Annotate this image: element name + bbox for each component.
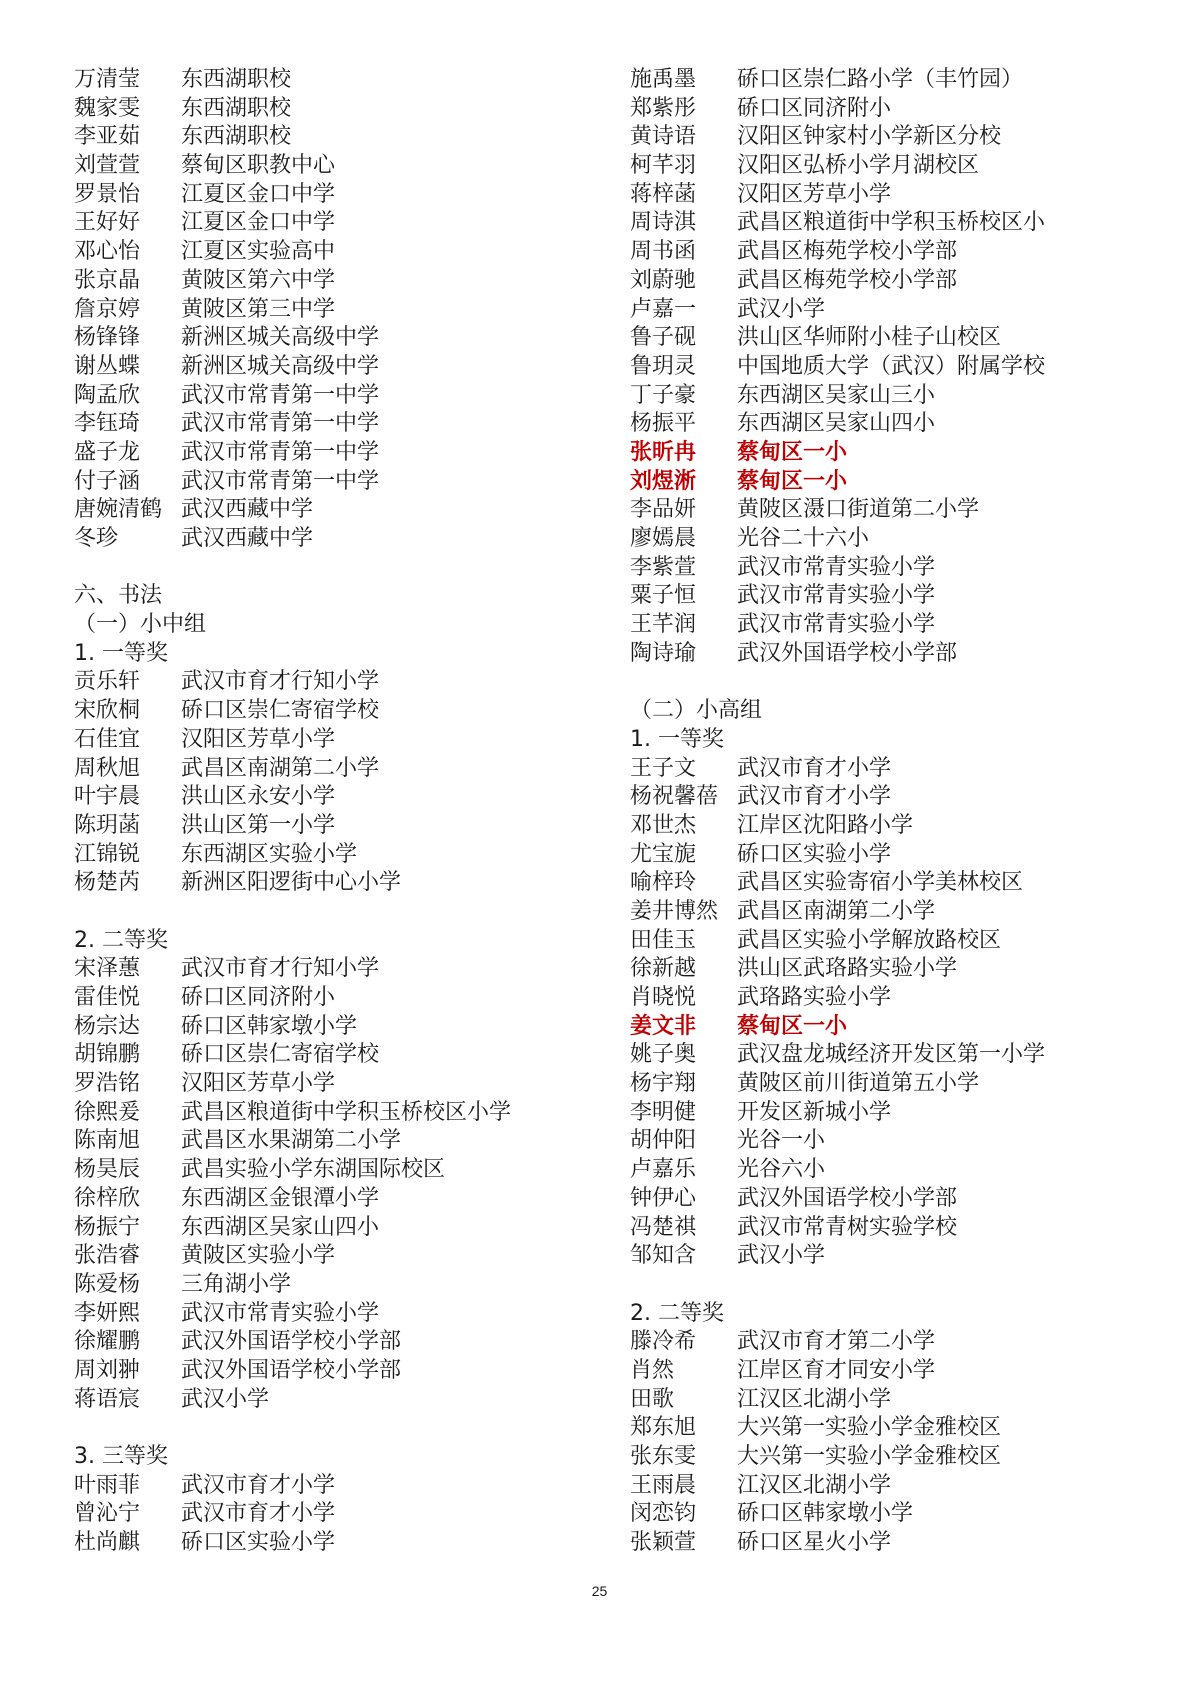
winner-name: 肖晓悦 <box>630 985 697 1010</box>
section-heading: （一）小中组 <box>74 612 207 638</box>
left-column <box>74 66 554 1558</box>
winner-name: 滕冷希 <box>630 1329 697 1355</box>
award-entry <box>630 1529 1110 1558</box>
winner-name: 王雨晨 <box>630 1472 697 1498</box>
school-name: 蔡甸区一小 <box>737 1013 848 1039</box>
award-entry <box>630 1357 1110 1386</box>
award-entry <box>630 1242 1110 1271</box>
blank-line <box>630 1271 1110 1300</box>
school-name: 武汉市常青第一中学 <box>181 439 380 465</box>
school-name: 蔡甸区一小 <box>737 439 848 465</box>
award-entry <box>630 927 1110 956</box>
winner-name: 钟伊心 <box>630 1185 697 1211</box>
school-name: 黄陂区滠口街道第二小学 <box>737 497 980 523</box>
school-name: 黄陂区前川街道第五小学 <box>737 1071 980 1097</box>
page-number: 25 <box>591 1583 608 1599</box>
award-entry <box>630 1070 1110 1099</box>
school-name: 江夏区金口中学 <box>181 210 336 236</box>
winner-name: 柯芊羽 <box>630 153 697 179</box>
school-name: 武汉西藏中学 <box>181 497 314 523</box>
winner-name: 谢丛蝶 <box>74 353 141 379</box>
winner-name: 万清莹 <box>74 67 141 92</box>
winner-name: 邓世杰 <box>630 812 697 838</box>
award-entry <box>74 525 554 554</box>
winner-name: 贡乐轩 <box>74 669 141 695</box>
school-name: 武汉外国语学校小学部 <box>181 1357 402 1383</box>
winner-name: 卢嘉乐 <box>630 1157 697 1183</box>
school-name: 武昌区实验寄宿小学美林校区 <box>737 870 1024 896</box>
winner-name: 詹京婷 <box>74 296 141 322</box>
school-name: 洪山区武珞路实验小学 <box>737 956 958 982</box>
award-entry <box>74 1500 554 1529</box>
award-entry <box>74 95 554 124</box>
school-name: 硚口区星火小学 <box>737 1530 892 1556</box>
school-name: 光谷二十六小 <box>737 526 870 551</box>
award-entry <box>630 95 1110 124</box>
school-name: 武汉西藏中学 <box>181 526 314 551</box>
school-name: 东西湖区吴家山四小 <box>737 411 936 437</box>
winner-name: 江锦锐 <box>74 841 141 867</box>
school-name: 硚口区崇仁寄宿学校 <box>181 698 380 724</box>
award-entry <box>74 123 554 152</box>
school-name: 硚口区崇仁路小学（丰竹园） <box>737 67 1024 92</box>
winner-name: 罗浩铭 <box>74 1071 141 1097</box>
winner-name: 李紫萱 <box>630 554 697 580</box>
school-name: 江夏区实验高中 <box>181 239 336 265</box>
school-name: 洪山区第一小学 <box>181 812 336 838</box>
winner-name: 喻梓玲 <box>630 870 697 896</box>
award-entry <box>630 1500 1110 1529</box>
award-entry <box>630 1328 1110 1357</box>
winner-name: 张颖萱 <box>630 1530 697 1556</box>
winner-name: 陶诗瑜 <box>630 640 697 666</box>
winner-name: 杨锋锋 <box>74 325 141 351</box>
award-entry <box>630 1185 1110 1214</box>
school-name: 武昌区粮道街中学积玉桥校区小学 <box>181 1099 512 1125</box>
winner-name: 陈爱杨 <box>74 1271 141 1297</box>
award-entry <box>74 382 554 411</box>
award-entry <box>74 1099 554 1128</box>
award-entry <box>74 697 554 726</box>
award-entry <box>630 382 1110 411</box>
award-entry <box>74 755 554 784</box>
school-name: 武昌区梅苑学校小学部 <box>737 267 958 293</box>
winner-name: 闵恋钧 <box>630 1501 697 1527</box>
winner-name: 徐新越 <box>630 956 697 982</box>
school-name: 江汉区北湖小学 <box>737 1386 892 1412</box>
winner-name: 周刘翀 <box>74 1357 141 1383</box>
school-name: 汉阳区弘桥小学月湖校区 <box>737 153 980 179</box>
school-name: 硚口区韩家墩小学 <box>737 1501 914 1527</box>
school-name: 武汉市育才行知小学 <box>181 669 380 695</box>
winner-name: 蒋语宸 <box>74 1386 141 1412</box>
winner-name: 蒋梓菡 <box>630 181 697 207</box>
winner-name: 肖然 <box>630 1357 675 1383</box>
award-entry <box>74 238 554 267</box>
award-entry <box>630 984 1110 1013</box>
award-entry <box>74 841 554 870</box>
winner-name: 张京晶 <box>74 267 141 293</box>
award-entry <box>74 468 554 497</box>
award-entry <box>630 1443 1110 1472</box>
school-name: 武汉市常青第一中学 <box>181 382 380 408</box>
school-name: 东西湖职校 <box>181 124 292 150</box>
award-entry <box>74 410 554 439</box>
winner-name: 唐婉清鹤 <box>74 497 163 523</box>
winner-name: 丁子豪 <box>630 382 697 408</box>
award-entry <box>74 1529 554 1558</box>
school-name: 三角湖小学 <box>181 1271 292 1297</box>
school-name: 江夏区金口中学 <box>181 181 336 207</box>
school-name: 黄陂区实验小学 <box>181 1243 336 1269</box>
school-name: 武汉市常青树实验学校 <box>737 1214 958 1240</box>
winner-name: 姜文非 <box>630 1013 697 1039</box>
winner-name: 徐耀鹏 <box>74 1329 141 1355</box>
school-name: 东西湖职校 <box>181 67 292 92</box>
winner-name: 郑东旭 <box>630 1415 697 1441</box>
winner-name: 施禹墨 <box>630 67 697 92</box>
winner-name: 曾沁宁 <box>74 1501 141 1527</box>
winner-name: 卢嘉一 <box>630 296 697 322</box>
school-name: 新洲区阳逻街中心小学 <box>181 870 402 896</box>
winner-name: 田佳玉 <box>630 927 697 953</box>
winner-name: 石佳宜 <box>74 726 141 752</box>
award-entry <box>74 955 554 984</box>
school-name: 开发区新城小学 <box>737 1099 892 1125</box>
winner-name: 冯楚祺 <box>630 1214 697 1240</box>
blank-line <box>630 668 1110 697</box>
award-entry <box>74 1041 554 1070</box>
award-entry <box>630 181 1110 210</box>
winner-name: 刘煜淅 <box>630 468 697 494</box>
award-entry <box>630 439 1110 468</box>
award-entry <box>74 439 554 468</box>
award-entry <box>630 209 1110 238</box>
winner-name: 徐熙爰 <box>74 1099 141 1125</box>
award-entry <box>74 1328 554 1357</box>
award-entry <box>630 496 1110 525</box>
award-entry <box>630 554 1110 583</box>
winner-name: 杨昊辰 <box>74 1157 141 1183</box>
school-name: 武昌区梅苑学校小学部 <box>737 239 958 265</box>
award-entry <box>74 1185 554 1214</box>
award-entry <box>74 668 554 697</box>
section-heading: 2. 二等奖 <box>74 927 168 953</box>
winner-name: 陈南旭 <box>74 1128 141 1154</box>
award-entry <box>74 152 554 181</box>
winner-name: 鲁玥灵 <box>630 353 697 379</box>
winner-name: 郑紫彤 <box>630 95 697 121</box>
blank-line <box>74 554 554 583</box>
award-entry <box>74 1127 554 1156</box>
school-name: 光谷一小 <box>737 1128 826 1154</box>
school-name: 武汉市育才第二小学 <box>737 1329 936 1355</box>
school-name: 武汉市育才小学 <box>737 755 892 781</box>
school-name: 硚口区同济附小 <box>181 985 336 1010</box>
winner-name: 叶宇晨 <box>74 784 141 810</box>
award-entry <box>74 1013 554 1042</box>
award-entry <box>74 296 554 325</box>
school-name: 洪山区华师附小桂子山校区 <box>737 325 1002 351</box>
winner-name: 黄诗语 <box>630 124 697 150</box>
winner-name: 付子涵 <box>74 468 141 494</box>
school-name: 大兴第一实验小学金雅校区 <box>737 1444 1002 1469</box>
winner-name: 王好好 <box>74 210 141 236</box>
winner-name: 粟子恒 <box>630 583 697 609</box>
award-entry <box>630 525 1110 554</box>
school-name: 武汉市常青第一中学 <box>181 468 380 494</box>
school-name: 中国地质大学（武汉）附属学校 <box>737 353 1046 379</box>
winner-name: 宋欣桐 <box>74 698 141 724</box>
winner-name: 李品妍 <box>630 497 697 523</box>
school-name: 蔡甸区职教中心 <box>181 153 336 179</box>
school-name: 硚口区韩家墩小学 <box>181 1013 358 1039</box>
school-name: 武昌实验小学东湖国际校区 <box>181 1157 446 1183</box>
school-name: 江汉区北湖小学 <box>737 1472 892 1498</box>
school-name: 东西湖区实验小学 <box>181 841 358 867</box>
school-name: 武汉外国语学校小学部 <box>737 640 958 666</box>
winner-name: 邹知含 <box>630 1243 697 1269</box>
winner-name: 姜井博然 <box>630 898 719 924</box>
award-entry <box>630 152 1110 181</box>
winner-name: 邓心怡 <box>74 239 141 265</box>
winner-name: 杜尚麒 <box>74 1530 141 1556</box>
winner-name: 陈玥菡 <box>74 812 141 838</box>
award-entry <box>74 1070 554 1099</box>
school-name: 汉阳区钟家村小学新区分校 <box>737 124 1002 150</box>
award-entry <box>630 238 1110 267</box>
winner-name: 尤宝旎 <box>630 841 697 867</box>
school-name: 洪山区永安小学 <box>181 784 336 810</box>
award-entry <box>74 324 554 353</box>
school-name: 武汉小学 <box>181 1386 270 1412</box>
school-name: 新洲区城关高级中学 <box>181 353 380 379</box>
winner-name: 王子文 <box>630 755 697 781</box>
school-name: 武汉市育才小学 <box>181 1472 336 1498</box>
award-entry <box>74 353 554 382</box>
award-entry <box>74 1472 554 1501</box>
school-name: 新洲区城关高级中学 <box>181 325 380 351</box>
school-name: 武汉盘龙城经济开发区第一小学 <box>737 1042 1046 1068</box>
winner-name: 周秋旭 <box>74 755 141 781</box>
winner-name: 张浩睿 <box>74 1243 141 1269</box>
school-name: 江岸区育才同安小学 <box>737 1357 936 1383</box>
winner-name: 廖嫣晨 <box>630 526 697 551</box>
award-entry <box>630 1127 1110 1156</box>
winner-name: 田歌 <box>630 1386 675 1412</box>
award-entry <box>630 640 1110 669</box>
school-name: 硚口区实验小学 <box>737 841 892 867</box>
award-entry <box>630 841 1110 870</box>
section-heading: 2. 二等奖 <box>630 1300 724 1326</box>
school-name: 汉阳区芳草小学 <box>181 726 336 752</box>
blank-line <box>74 898 554 927</box>
school-name: 黄陂区第三中学 <box>181 296 336 322</box>
section-heading: 六、书法 <box>74 583 163 609</box>
winner-name: 叶雨菲 <box>74 1472 141 1498</box>
school-name: 武昌区南湖第二小学 <box>737 898 936 924</box>
school-name: 武昌区南湖第二小学 <box>181 755 380 781</box>
winner-name: 雷佳悦 <box>74 985 141 1010</box>
winner-name: 王芊润 <box>630 612 697 638</box>
school-name: 江岸区沈阳路小学 <box>737 812 914 838</box>
winner-name: 姚子奥 <box>630 1042 697 1068</box>
award-entry <box>630 898 1110 927</box>
award-entry <box>630 296 1110 325</box>
school-name: 武汉外国语学校小学部 <box>737 1185 958 1211</box>
winner-name: 陶孟欣 <box>74 382 141 408</box>
award-entry <box>74 783 554 812</box>
award-entry <box>74 1242 554 1271</box>
school-name: 汉阳区芳草小学 <box>737 181 892 207</box>
school-name: 武汉市常青第一中学 <box>181 411 380 437</box>
award-entry <box>630 267 1110 296</box>
award-entry <box>630 353 1110 382</box>
section-heading: （二）小高组 <box>630 698 763 724</box>
winner-name: 李明健 <box>630 1099 697 1125</box>
school-name: 硚口区同济附小 <box>737 95 892 121</box>
award-entry <box>74 1214 554 1243</box>
school-name: 武汉市常青实验小学 <box>737 583 936 609</box>
award-entry <box>630 324 1110 353</box>
award-entry <box>630 410 1110 439</box>
school-name: 武昌区实验小学解放路校区 <box>737 927 1002 953</box>
award-entry <box>74 209 554 238</box>
winner-name: 鲁子砚 <box>630 325 697 351</box>
right-column <box>630 66 1110 1558</box>
award-entry <box>630 1013 1110 1042</box>
school-name: 黄陂区第六中学 <box>181 267 336 293</box>
award-entry <box>630 582 1110 611</box>
section-heading: 1. 一等奖 <box>630 726 724 752</box>
winner-name: 杨楚芮 <box>74 870 141 896</box>
award-entry <box>630 66 1110 95</box>
winner-name: 冬珍 <box>74 526 119 551</box>
school-name: 武汉小学 <box>737 1243 826 1269</box>
school-name: 武珞路实验小学 <box>737 985 892 1010</box>
award-entry <box>74 1386 554 1415</box>
award-entry <box>630 1386 1110 1415</box>
award-entry <box>74 1271 554 1300</box>
award-entry <box>630 1214 1110 1243</box>
school-name: 武汉市育才小学 <box>181 1501 336 1527</box>
award-entry <box>74 869 554 898</box>
school-name: 硚口区实验小学 <box>181 1530 336 1556</box>
section-heading: 3. 三等奖 <box>74 1444 168 1469</box>
award-entry <box>630 1041 1110 1070</box>
winner-name: 徐梓欣 <box>74 1185 141 1211</box>
school-name: 武汉外国语学校小学部 <box>181 1329 402 1355</box>
award-entry <box>74 812 554 841</box>
award-entry <box>630 1472 1110 1501</box>
school-name: 东西湖区吴家山四小 <box>181 1214 380 1240</box>
award-entry <box>74 1300 554 1329</box>
blank-line <box>74 1414 554 1443</box>
winner-name: 李妍熙 <box>74 1300 141 1326</box>
school-name: 东西湖区金银潭小学 <box>181 1185 380 1211</box>
winner-name: 杨祝馨蓓 <box>630 784 719 810</box>
winner-name: 杨振平 <box>630 411 697 437</box>
award-entry <box>74 496 554 525</box>
award-entry <box>630 1414 1110 1443</box>
school-name: 武汉市常青实验小学 <box>737 612 936 638</box>
winner-name: 魏家雯 <box>74 95 141 121</box>
section-heading: 1. 一等奖 <box>74 640 168 666</box>
winner-name: 盛子龙 <box>74 439 141 465</box>
school-name: 大兴第一实验小学金雅校区 <box>737 1415 1002 1441</box>
winner-name: 李钰琦 <box>74 411 141 437</box>
winner-name: 杨宗达 <box>74 1013 141 1039</box>
school-name: 东西湖职校 <box>181 95 292 121</box>
winner-name: 胡仲阳 <box>630 1128 697 1154</box>
award-entry <box>630 1156 1110 1185</box>
school-name: 武汉小学 <box>737 296 826 322</box>
award-entry <box>74 181 554 210</box>
winner-name: 宋泽蕙 <box>74 956 141 982</box>
school-name: 东西湖区吴家山三小 <box>737 382 936 408</box>
winner-name: 刘萱萱 <box>74 153 141 179</box>
award-entry <box>630 123 1110 152</box>
award-entry <box>630 783 1110 812</box>
award-entry <box>630 955 1110 984</box>
winner-name: 刘蔚驰 <box>630 267 697 293</box>
award-entry <box>630 611 1110 640</box>
winner-name: 罗景怡 <box>74 181 141 207</box>
award-entry <box>630 755 1110 784</box>
award-entry <box>74 267 554 296</box>
school-name: 武汉市常青实验小学 <box>181 1300 380 1326</box>
winner-name: 杨宇翔 <box>630 1071 697 1097</box>
winner-name: 周诗淇 <box>630 210 697 236</box>
winner-name: 张昕冉 <box>630 439 697 465</box>
school-name: 蔡甸区一小 <box>737 468 848 494</box>
school-name: 武汉市常青实验小学 <box>737 554 936 580</box>
winner-name: 张东雯 <box>630 1444 697 1469</box>
award-entry <box>74 984 554 1013</box>
award-entry <box>74 66 554 95</box>
award-entry <box>630 869 1110 898</box>
winner-name: 杨振宁 <box>74 1214 141 1240</box>
award-entry <box>74 1156 554 1185</box>
winner-name: 李亚茹 <box>74 124 141 150</box>
winner-name: 胡锦鹏 <box>74 1042 141 1068</box>
school-name: 武昌区水果湖第二小学 <box>181 1128 402 1154</box>
school-name: 光谷六小 <box>737 1157 826 1183</box>
award-entry <box>74 726 554 755</box>
award-entry <box>630 1099 1110 1128</box>
school-name: 武汉市育才行知小学 <box>181 956 380 982</box>
school-name: 武汉市育才小学 <box>737 784 892 810</box>
school-name: 汉阳区芳草小学 <box>181 1071 336 1097</box>
award-entry <box>74 1357 554 1386</box>
award-entry <box>630 812 1110 841</box>
winner-name: 周书函 <box>630 239 697 265</box>
school-name: 武昌区粮道街中学积玉桥校区小 <box>737 210 1046 236</box>
school-name: 硚口区崇仁寄宿学校 <box>181 1042 380 1068</box>
award-entry <box>630 468 1110 497</box>
